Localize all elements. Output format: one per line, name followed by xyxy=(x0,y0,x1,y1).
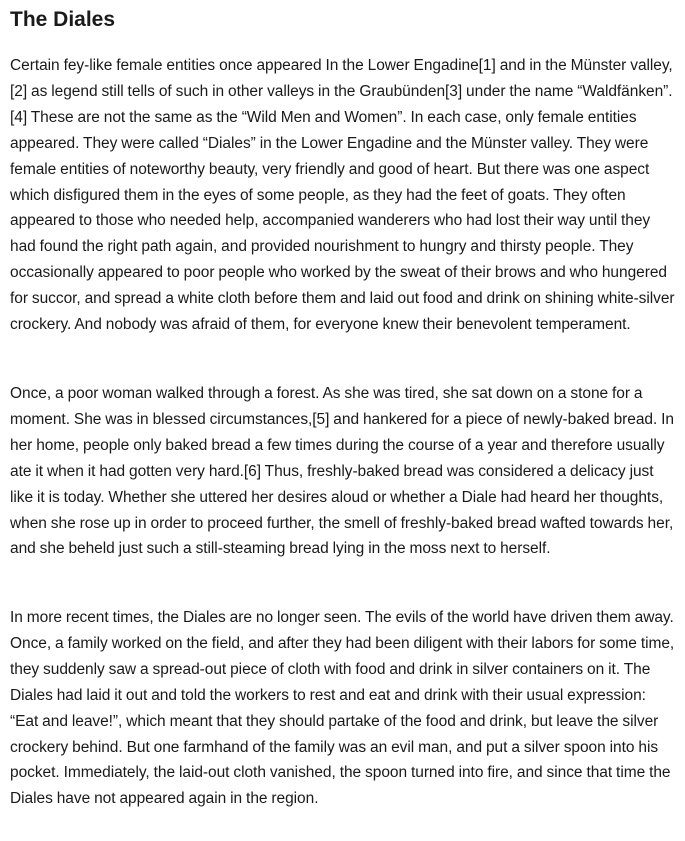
article-title: The Diales xyxy=(10,8,116,31)
paragraph-3: In more recent times, the Diales are no longer seen. The evils of the world have driven them away. Once, a family worked on the field, and after they had been diligent with their labors for some time, they suddenly saw a spread-out piece of cloth with food and drink in silver containers on it. The Diales had laid it out and told the workers to rest and eat and drink with their usual expression: “Eat and leave!”, which meant that they should partake of the food and drink, but leave the silver crockery behind. But one farmhand of the family was an evil man, and put a silver spoon into his pocket. Immediately, the laid-out cloth vanished, the spoon turned into fire, and since that time the Diales have not appeared again in the region. xyxy=(10,609,675,808)
article xyxy=(10,0,678,808)
paragraph-1: Certain fey-like female entities once appeared In the Lower Engadine[1] and in the Münster valley,[2] as legend still tells of such in other valleys in the Graubünden[3] under the name “Waldfänken”.[4] These are not the same as the “Wild Men and Women”. In each case, only female entities appeared. They were called “Diales” in the Lower Engadine and the Münster valley. They were female entities of noteworthy beauty, very friendly and good of heart. But there was one aspect which disfigured them in the eyes of some people, as they had the feet of goats. They often appeared to those who needed help, accompanied wanderers who had lost their way until they had found the right path again, and provided nourishment to hungry and thirsty people. They occasionally appeared to poor people who worked by the sweat of their brows and who hungered for succor, and spread a white cloth before them and laid out food and drink on shining white-silver crockery. And nobody was afraid of them, for everyone knew their benevolent temperament. xyxy=(10,57,675,334)
paragraph-2: Once, a poor woman walked through a forest. As she was tired, she sat down on a stone for a moment. She was in blessed circumstances,[5] and hankered for a piece of newly-baked bread. In her home, people only baked bread a few times during the course of a year and therefore usually ate it when it had gotten very hard.[6] Thus, freshly-baked bread was considered a delicacy just like it is today. Whether she uttered her desires aloud or whether a Diale had heard her thoughts, when she rose up in order to proceed further, the smell of freshly-baked bread wafted towards her, and she beheld just such a still-steaming bread lying in the moss next to herself. xyxy=(10,385,674,558)
